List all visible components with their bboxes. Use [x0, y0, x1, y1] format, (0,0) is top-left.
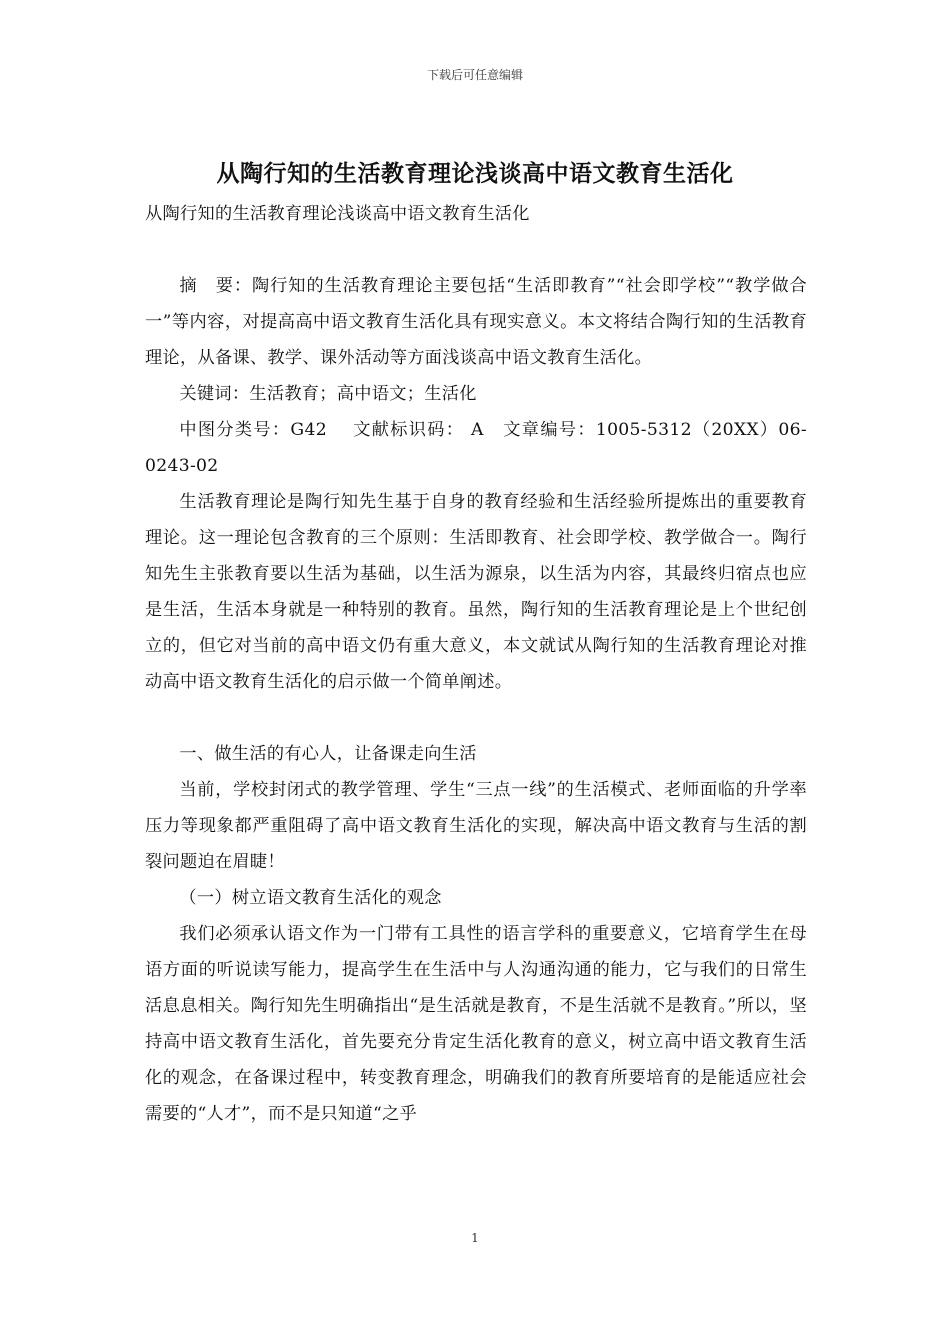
- keywords-line: 关键词：生活教育；高中语文；生活化: [179, 384, 477, 404]
- blank-line: [145, 700, 807, 736]
- subsection-paragraph: 我们必须承认语文作为一门带有工具性的语言学科的重要意义，它培育学生在母语方面的听说读写能力，提高学生在生活中与人沟通沟通的能力，它与我们的日常生活息息相关。陶行知先生明确指出“是生活就是教育，不是生活就不是教育。”所以，坚持高中语文教育生活化，首先要充分肯定生活化教育的意义，树立高中语文教育生活化的观念，在备课过程中，转变教育理念，明确我们的教育所要培育的是能适应社会需要的“人才”，而不是只知道“之乎: [145, 924, 807, 1124]
- document-subtitle: 从陶行知的生活教育理论浅谈高中语文教育生活化: [145, 204, 530, 224]
- document-body: [145, 196, 807, 1132]
- abstract-paragraph: 摘 要：陶行知的生活教育理论主要包括“生活即教育”“社会即学校”“教学做合一”等内容，对提高高中语文教育生活化具有现实意义。本文将结合陶行知的生活教育理论，从备课、教学、课外活动等方面浅谈高中语文教育生活化。: [145, 276, 807, 368]
- page-header: 下载后可任意编辑: [426, 68, 523, 82]
- intro-paragraph: 生活教育理论是陶行知先生基于自身的教育经验和生活经验所提炼出的重要教育理论。这一理论包含教育的三个原则：生活即教育、社会即学校、教学做合一。陶行知先生主张教育要以生活为基础，以生活为源泉，以生活为内容，其最终归宿点也应是生活，生活本身就是一种特别的教育。虽然，陶行知的生活教育理论是上个世纪创立的，但它对当前的高中语文仍有重大意义，本文就试从陶行知的生活教育理论对推动高中语文教育生活化的启示做一个简单阐述。: [145, 492, 807, 692]
- section-heading: 一、做生活的有心人，让备课走向生活: [179, 744, 477, 764]
- subsection-heading: （一）树立语文教育生活化的观念: [179, 888, 442, 908]
- document-title: 从陶行知的生活教育理论浅谈高中语文教育生活化: [216, 160, 734, 187]
- classification-line: 中图分类号：G42 文献标识码： A 文章编号：1005-5312（20XX）06-0243-02: [145, 420, 807, 476]
- blank-line: [145, 232, 807, 268]
- page-number: 1: [471, 1231, 479, 1245]
- section-paragraph: 当前，学校封闭式的教学管理、学生“三点一线”的生活模式、老师面临的升学率压力等现象都严重阻碍了高中语文教育生活化的实现，解决高中语文教育与生活的割裂问题迫在眉睫！: [145, 780, 807, 872]
